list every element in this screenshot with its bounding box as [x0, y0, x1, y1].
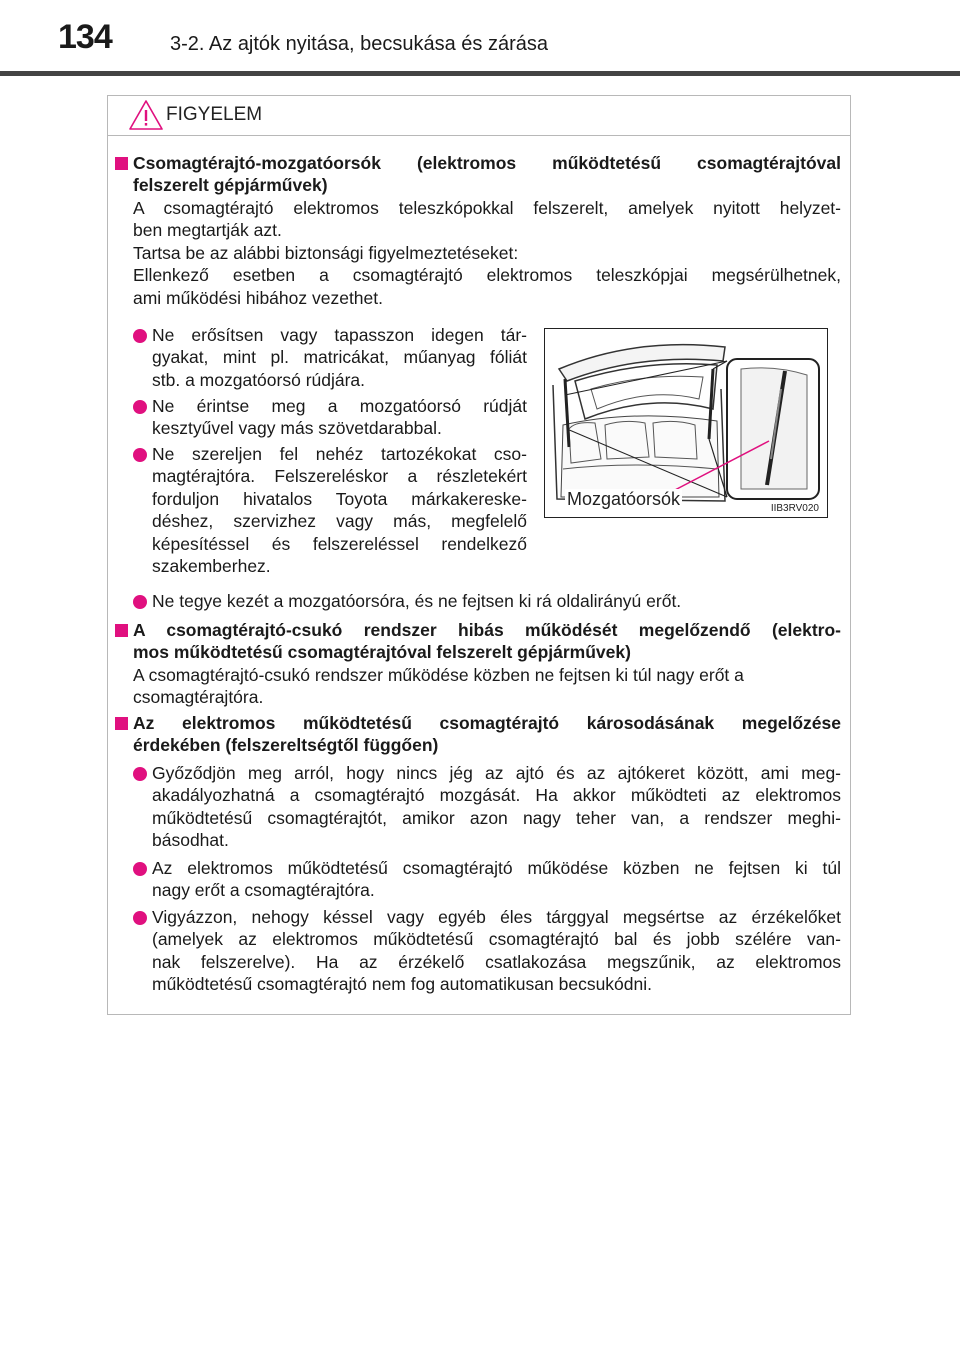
bullet-item: Az elektromos működtetésű csomagtérajtó működése közben ne fejtsen ki túl nagy erőt a csomagtérajtóra.: [152, 858, 841, 901]
bullet-item: Ne szereljen fel nehéz tartozékokat cso- magtérajtóra. Felszereléskor a részletekért forduljon hivatalos Toyota márkakereske- déshez, szervizhez vagy más, megfelelő képesítéssel és felszereléssel rendelkező szakemberhez.: [152, 444, 527, 577]
bullet-item: Ne érintse meg a mozgatóorsó rúdját kesztyűvel vagy más szövetdarabbal.: [152, 396, 527, 439]
bullet-icon: [133, 329, 147, 343]
page-number: 134: [58, 18, 112, 56]
section-title-closer: A csomagtérajtó-csukó rendszer hibás működését megelőzendő (elektro- mos működtetésű csomagtérajtóval felszerelt gépjárművek): [133, 620, 841, 663]
section-body-gas-struts: A csomagtérajtó elektromos teleszkópokkal felszerelt, amelyek nyitott helyzet- ben megtartják azt. Tartsa be az alábbi biztonsági figyelmeztetéseket: Ellenkező esetben a csomagtérajtó elektromos teleszkópjai megsérülhetnek, ami működési hibához vezethet.: [133, 198, 841, 308]
section-body-closer: A csomagtérajtó-csukó rendszer működése közben ne fejtsen ki túl nagy erőt a csomagtérajtóra.: [133, 665, 744, 708]
warning-header: [108, 96, 850, 136]
figure-code: IIB3RV020: [770, 503, 819, 514]
section-marker: [115, 624, 128, 637]
page-header: [0, 0, 960, 80]
bullet-icon: [133, 862, 147, 876]
bullet-item: Ne erősítsen vagy tapasszon idegen tár- gyakat, mint pl. matricákat, műanyag fóliát stb. a mozgatóorsó rúdjára.: [152, 325, 527, 390]
bullet-icon: [133, 911, 147, 925]
bullet-item: Ne tegye kezét a mozgatóorsóra, és ne fejtsen ki rá oldalirányú erőt.: [152, 591, 682, 611]
bullet-icon: [133, 400, 147, 414]
section-title: 3-2. Az ajtók nyitása, becsukása és zárása: [170, 33, 548, 55]
section-marker: [115, 717, 128, 730]
section-marker: [115, 157, 128, 170]
bullet-item: Győződjön meg arról, hogy nincs jég az ajtó és az ajtókeret között, ami meg- akadályozhatná a csomagtérajtó mozgását. Ha akkor működteti az elektromos működtetésű csomagtérajtót, amikor azon nagy teher van, a rendszer meghi- básodhat.: [152, 763, 841, 851]
gas-strut-figure: [544, 328, 828, 518]
figure-label: Mozgatóorsók: [567, 489, 681, 509]
bullet-icon: [133, 767, 147, 781]
bullet-icon: [133, 448, 147, 462]
section-title-gas-struts: Csomagtérajtó-mozgatóorsók (elektromos működtetésű csomagtérajtóval felszerelt gépjárművek): [133, 153, 841, 196]
warning-label: FIGYELEM: [166, 104, 263, 125]
bullet-item: Vigyázzon, nehogy késsel vagy egyéb éles tárggyal megsértse az érzékelőket (amelyek az elektromos működtetésű csomagtérajtó bal és jobb szélére van- nak felszerelve). Ha az érzékelő csatlakozása megszűnik, az elektromos működtetésű csomagtérajtó nem fog automatikusan becsukódni.: [152, 907, 841, 995]
header-rule: [0, 71, 960, 76]
section-title-damage: Az elektromos működtetésű csomagtérajtó károsodásának megelőzése érdekében (felszereltségtől függően): [133, 713, 841, 756]
bullet-icon: [133, 595, 147, 609]
warning-triangle-icon: [128, 98, 164, 132]
